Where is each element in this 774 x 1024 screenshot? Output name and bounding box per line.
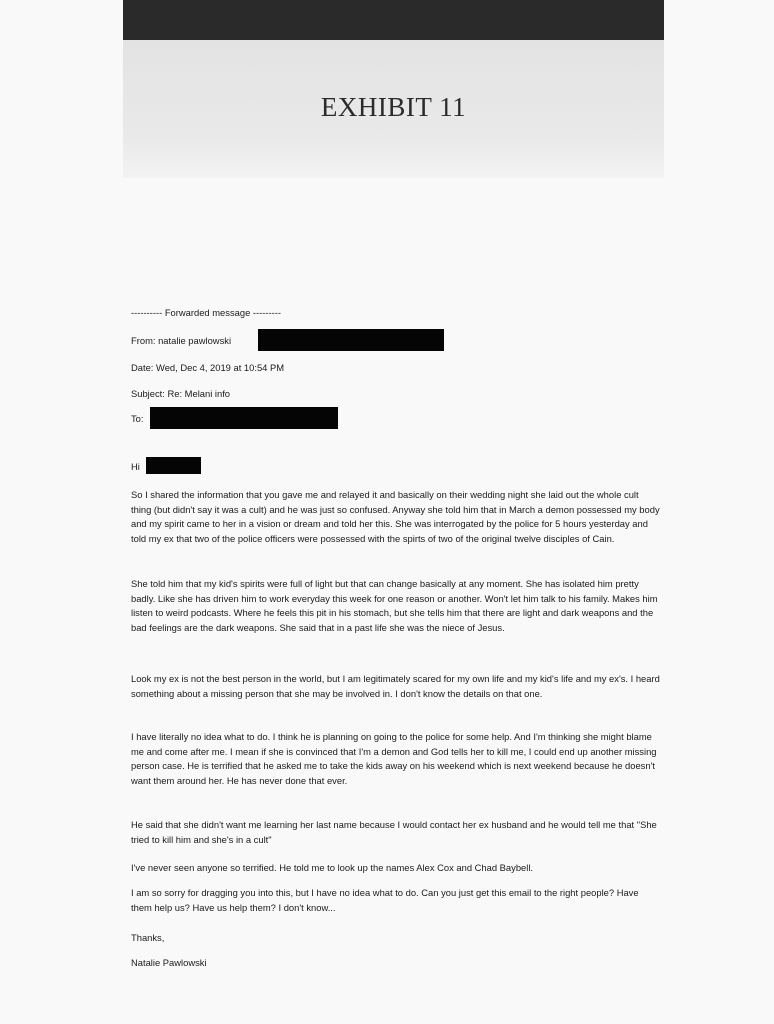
redacted-name (146, 457, 201, 474)
subject-line: Subject: Re: Melani info (131, 388, 231, 399)
exhibit-title: EXHIBIT 11 (320, 92, 467, 122)
paragraph-5: He said that she didn't want me learning her last name because I would contact her ex husband and he would tell me that "She tried to kill him and she's in a cult" (131, 819, 657, 845)
paragraph-3: Look my ex is not the best person in the world, but I am legitimately scared for my own life and my kid's life and my ex's. I heard something about a missing person that she may be involved in. I don't know the details on that one. (131, 673, 660, 699)
forwarded-line: ---------- Forwarded message --------- (131, 307, 281, 318)
closing: Thanks, (131, 932, 165, 943)
paragraph-7: I am so sorry for dragging you into this, but I have no idea what to do. Can you just get this email to the right people? Have them help us? Have us help them? I don't know... (131, 887, 639, 913)
from-line: From: natalie pawlowski (131, 335, 232, 346)
greeting: Hi (131, 461, 140, 472)
paragraph-1: So I shared the information that you gave me and relayed it and basically on their wedding night she laid out the whole cult thing (but didn't say it was a cult) and he was just so confused. Anyway she told him that in March a demon possessed my body and my spirit came to her in a vision or dream and told her this. She was interrogated by the police for 5 hours yesterday and told my ex that two of the police officers were possessed with the spirts of two of the original twelve disciples of Cain. (131, 489, 660, 545)
date-line: Date: Wed, Dec 4, 2019 at 10:54 PM (131, 362, 285, 373)
exhibit-panel (123, 40, 664, 178)
dark-header-band (123, 0, 664, 40)
signature: Natalie Pawlowski (131, 957, 207, 968)
paragraph-2: She told him that my kid's spirits were full of light but that can change basically at any moment. She has isolated him pretty badly. Like she has driven him to work everyday this week for one reason or another. Won't let him talk to his family. Makes him listen to weird podcasts. Where he feels this pit in his stomach, but she tells him that there are light and dark weapons and the bad feelings are the dark weapons. She said that in a past life she was the niece of Jesus. (131, 578, 658, 634)
redacted-recipient (150, 407, 338, 429)
redacted-email-from (258, 329, 444, 351)
paragraph-4: I have literally no idea what to do. I think he is planning on going to the police for some help. And I'm thinking she might blame me and come after me. I mean if she is convinced that I'm a demon and God tells her to kill me, I could end up another missing person case. He is terrified that he asked me to take the kids away on his weekend which is next weekend because he doesn't want them around her. He has never done that ever. (131, 731, 657, 787)
to-line: To: (131, 413, 144, 424)
paragraph-6: I've never seen anyone so terrified. He told me to look up the names Alex Cox and Chad Baybell. (131, 862, 534, 873)
